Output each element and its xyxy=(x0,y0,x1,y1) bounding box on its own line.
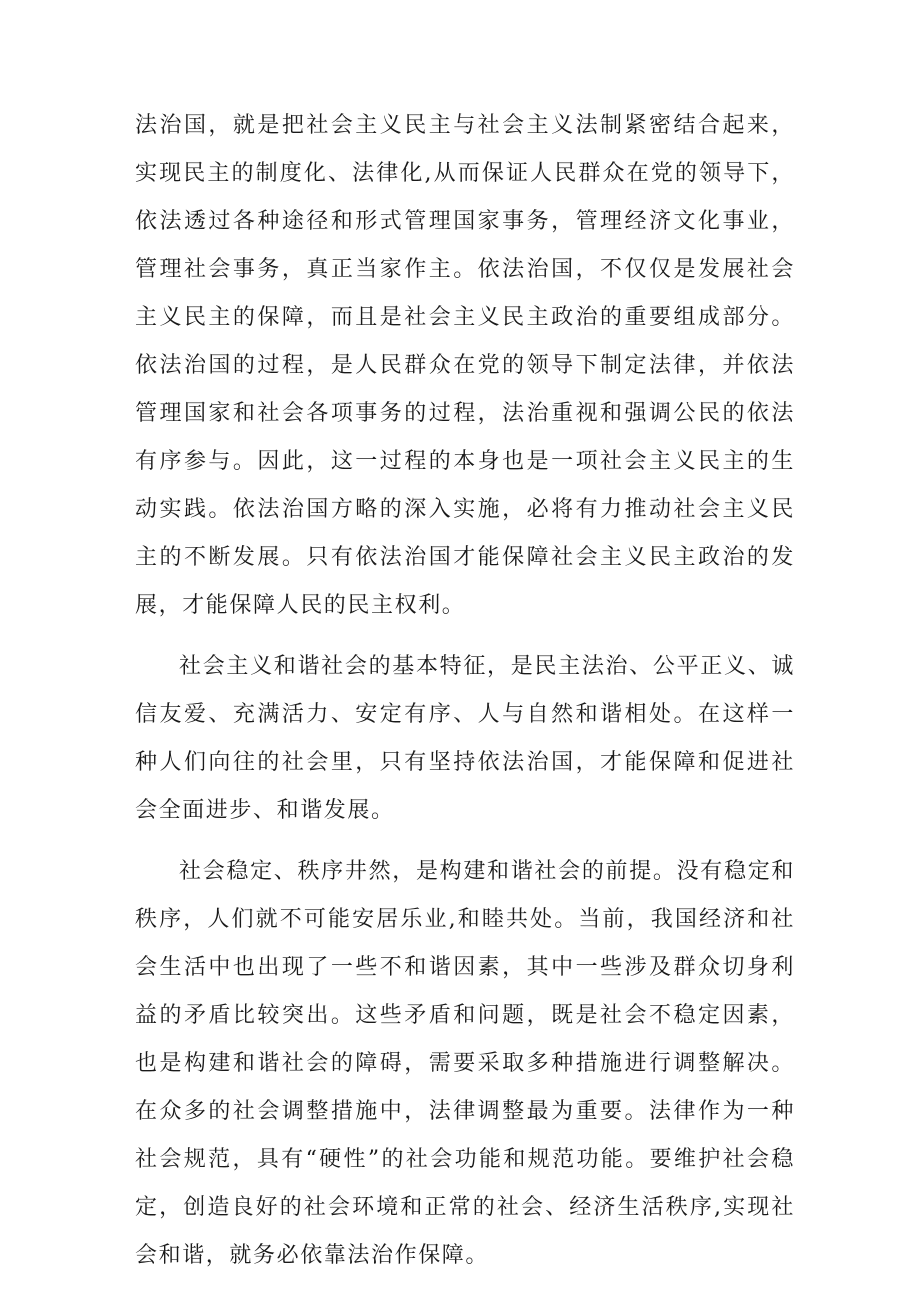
paragraph-1: 法治国，就是把社会主义民主与社会主义法制紧密结合起来，实现民主的制度化、法律化,从而保证人民群众在党的领导下，依法透过各种途径和形式管理国家事务，管理经济文化事业，管理社会事务，真正当家作主。依法治国，不仅仅是发展社会主义民主的保障，而且是社会主义民主政治的重要组成部分。依法治国的过程，是人民群众在党的领导下制定法律，并依法管理国家和社会各项事务的过程，法治重视和强调公民的依法有序参与。因此，这一过程的本身也是一项社会主义民主的生动实践。依法治国方略的深入实施，必将有力推动社会主义民主的不断发展。只有依法治国才能保障社会主义民主政治的发展，才能保障人民的民主权利。 xyxy=(135,113,795,618)
paragraph-2: 社会主义和谐社会的基本特征，是民主法治、公平正义、诚信友爱、充满活力、安定有序、人与自然和谐相处。在这样一种人们向往的社会里，只有坚持依法治国，才能保障和促进社会全面进步、和谐发展。 xyxy=(135,654,795,823)
body-text xyxy=(135,102,795,1280)
paragraph-3: 社会稳定、秩序井然，是构建和谐社会的前提。没有稳定和秩序，人们就不可能安居乐业,和睦共处。当前，我国经济和社会生活中也出现了一些不和谐因素，其中一些涉及群众切身利益的矛盾比较突出。这些矛盾和问题，既是社会不稳定因素，也是构建和谐社会的障碍，需要采取多种措施进行调整解决。在众多的社会调整措施中，法律调整最为重要。法律作为一种社会规范，具有“硬性”的社会功能和规范功能。要维护社会稳定，创造良好的社会环境和正常的社会、经济生活秩序,实现社会和谐，就务必依靠法治作保障。 xyxy=(135,859,795,1268)
